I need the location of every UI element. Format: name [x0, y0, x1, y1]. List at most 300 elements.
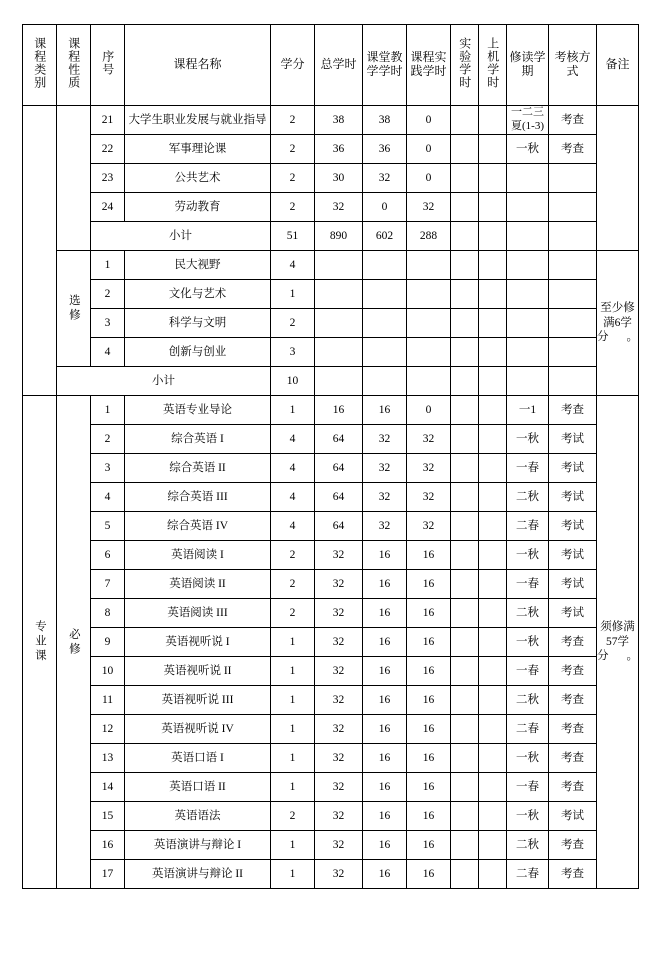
subtotal-credit: 51	[271, 222, 315, 251]
row-credit: 3	[271, 338, 315, 367]
row-computer-hours	[479, 773, 507, 802]
row-study-term: 二春	[507, 512, 549, 541]
header-experiment-hours	[451, 25, 479, 106]
row-no: 7	[91, 570, 125, 599]
row-lecture-hours: 16	[363, 396, 407, 425]
row-computer-hours	[479, 512, 507, 541]
category-cell-blank-1	[23, 106, 57, 396]
row-credit: 2	[271, 193, 315, 222]
row-experiment-hours	[451, 164, 479, 193]
row-total-hours: 32	[315, 744, 363, 773]
row-total-hours: 32	[315, 686, 363, 715]
remark-major: 须修满57学分。	[597, 396, 639, 889]
row-experiment-hours	[451, 425, 479, 454]
header-lecture-hours-label: 课堂教学学时	[366, 50, 403, 78]
row-study-term: 二秋	[507, 599, 549, 628]
table-row	[23, 193, 639, 222]
header-practice-hours	[407, 25, 451, 106]
row-credit: 1	[271, 396, 315, 425]
row-practice-hours: 16	[407, 831, 451, 860]
table-row	[23, 164, 639, 193]
row-computer-hours	[479, 251, 507, 280]
row-experiment-hours	[451, 106, 479, 135]
row-lecture-hours: 16	[363, 628, 407, 657]
table-row	[23, 483, 639, 512]
row-assessment	[549, 338, 597, 367]
row-computer-hours	[479, 599, 507, 628]
row-assessment: 考试	[549, 599, 597, 628]
row-experiment-hours	[451, 831, 479, 860]
row-credit: 4	[271, 512, 315, 541]
row-credit: 1	[271, 657, 315, 686]
row-computer-hours	[479, 802, 507, 831]
table-header	[23, 25, 639, 106]
header-remark-label: 备注	[605, 57, 630, 72]
row-lecture-hours: 32	[363, 164, 407, 193]
row-course-name: 综合英语 IV	[125, 512, 271, 541]
subtotal-study-term	[507, 367, 549, 396]
row-lecture-hours: 32	[363, 512, 407, 541]
row-no: 14	[91, 773, 125, 802]
table-row	[23, 338, 639, 367]
row-lecture-hours	[363, 338, 407, 367]
row-total-hours	[315, 338, 363, 367]
table-row	[23, 512, 639, 541]
row-course-name: 综合英语 III	[125, 483, 271, 512]
row-computer-hours	[479, 541, 507, 570]
table-row	[23, 802, 639, 831]
table-row	[23, 628, 639, 657]
row-computer-hours	[479, 106, 507, 135]
subtotal-computer-hours	[479, 222, 507, 251]
row-computer-hours	[479, 831, 507, 860]
header-credit-label: 学分	[280, 57, 305, 72]
row-practice-hours	[407, 338, 451, 367]
row-study-term: 二春	[507, 860, 549, 889]
row-study-term: 一秋	[507, 135, 549, 164]
row-experiment-hours	[451, 715, 479, 744]
category-cell-major	[23, 396, 57, 889]
row-assessment: 考查	[549, 135, 597, 164]
row-course-name: 民大视野	[125, 251, 271, 280]
row-practice-hours: 16	[407, 599, 451, 628]
row-assessment: 考查	[549, 396, 597, 425]
row-credit: 4	[271, 483, 315, 512]
subtotal-practice-hours: 288	[407, 222, 451, 251]
row-study-term: 一春	[507, 657, 549, 686]
row-no: 3	[91, 309, 125, 338]
row-total-hours	[315, 251, 363, 280]
row-no: 8	[91, 599, 125, 628]
row-lecture-hours	[363, 309, 407, 338]
row-total-hours: 64	[315, 425, 363, 454]
header-serial-number	[91, 25, 125, 106]
row-lecture-hours: 16	[363, 860, 407, 889]
row-no: 1	[91, 396, 125, 425]
row-assessment: 考查	[549, 831, 597, 860]
row-computer-hours	[479, 628, 507, 657]
row-practice-hours: 16	[407, 686, 451, 715]
subtotal-computer-hours	[479, 367, 507, 396]
row-course-name: 科学与文明	[125, 309, 271, 338]
header-computer-hours	[479, 25, 507, 106]
row-study-term: 一秋	[507, 744, 549, 773]
row-assessment: 考试	[549, 512, 597, 541]
row-assessment: 考查	[549, 686, 597, 715]
row-computer-hours	[479, 135, 507, 164]
row-experiment-hours	[451, 541, 479, 570]
row-experiment-hours	[451, 802, 479, 831]
table-row	[23, 744, 639, 773]
row-course-name: 军事理论课	[125, 135, 271, 164]
row-computer-hours	[479, 338, 507, 367]
subtotal-experiment-hours	[451, 367, 479, 396]
row-experiment-hours	[451, 744, 479, 773]
row-total-hours: 32	[315, 773, 363, 802]
row-practice-hours: 0	[407, 164, 451, 193]
row-credit: 2	[271, 164, 315, 193]
row-remark-blank-1	[597, 106, 639, 251]
row-assessment	[549, 251, 597, 280]
subtotal-lecture-hours	[363, 367, 407, 396]
row-assessment: 考查	[549, 628, 597, 657]
row-credit: 4	[271, 454, 315, 483]
table-row	[23, 541, 639, 570]
row-total-hours: 64	[315, 483, 363, 512]
row-experiment-hours	[451, 396, 479, 425]
row-no: 16	[91, 831, 125, 860]
row-lecture-hours: 16	[363, 831, 407, 860]
row-experiment-hours	[451, 657, 479, 686]
row-course-name: 大学生职业发展与就业指导	[125, 106, 271, 135]
row-assessment: 考查	[549, 773, 597, 802]
table-row	[23, 280, 639, 309]
row-experiment-hours	[451, 773, 479, 802]
nature-label-elective: 选修	[67, 294, 80, 323]
header-serial-number-label: 序号	[100, 50, 115, 76]
row-practice-hours: 32	[407, 454, 451, 483]
row-lecture-hours: 32	[363, 454, 407, 483]
row-lecture-hours: 0	[363, 193, 407, 222]
row-study-term: 一秋	[507, 628, 549, 657]
row-practice-hours: 16	[407, 628, 451, 657]
row-practice-hours: 16	[407, 773, 451, 802]
row-course-name: 英语阅读 III	[125, 599, 271, 628]
subtotal-total-hours	[315, 367, 363, 396]
row-study-term: 一秋	[507, 802, 549, 831]
row-assessment: 考试	[549, 483, 597, 512]
row-credit: 1	[271, 715, 315, 744]
subtotal-label: 小计	[91, 222, 271, 251]
row-practice-hours: 32	[407, 425, 451, 454]
row-no: 9	[91, 628, 125, 657]
row-total-hours: 32	[315, 802, 363, 831]
row-computer-hours	[479, 686, 507, 715]
subtotal-total-hours: 890	[315, 222, 363, 251]
row-assessment: 考试	[549, 454, 597, 483]
row-practice-hours: 32	[407, 512, 451, 541]
row-study-term	[507, 280, 549, 309]
row-credit: 2	[271, 599, 315, 628]
header-course-nature	[57, 25, 91, 106]
row-total-hours	[315, 280, 363, 309]
row-practice-hours: 32	[407, 193, 451, 222]
header-assessment	[549, 25, 597, 106]
row-course-name: 英语演讲与辩论 I	[125, 831, 271, 860]
row-no: 6	[91, 541, 125, 570]
row-total-hours: 32	[315, 599, 363, 628]
table-row	[23, 570, 639, 599]
row-lecture-hours: 16	[363, 541, 407, 570]
row-credit: 2	[271, 309, 315, 338]
row-lecture-hours: 16	[363, 802, 407, 831]
subtotal-assessment	[549, 222, 597, 251]
row-assessment: 考查	[549, 106, 597, 135]
row-experiment-hours	[451, 599, 479, 628]
table-body	[23, 106, 639, 889]
row-study-term: 二春	[507, 715, 549, 744]
header-experiment-hours-label: 实验学时	[457, 37, 472, 89]
row-total-hours: 32	[315, 570, 363, 599]
row-study-term: 一春	[507, 773, 549, 802]
row-study-term	[507, 309, 549, 338]
row-total-hours: 32	[315, 541, 363, 570]
row-no: 13	[91, 744, 125, 773]
row-experiment-hours	[451, 338, 479, 367]
row-assessment: 考试	[549, 570, 597, 599]
table-row	[23, 396, 639, 425]
row-credit: 1	[271, 744, 315, 773]
row-computer-hours	[479, 570, 507, 599]
row-no: 11	[91, 686, 125, 715]
table-row	[23, 860, 639, 889]
row-total-hours: 36	[315, 135, 363, 164]
row-lecture-hours: 36	[363, 135, 407, 164]
table-row	[23, 599, 639, 628]
subtotal-credit: 10	[271, 367, 315, 396]
row-total-hours: 64	[315, 454, 363, 483]
subtotal-label: 小计	[57, 367, 271, 396]
row-study-term: 二秋	[507, 831, 549, 860]
nature-cell-blank-1	[57, 106, 91, 251]
row-computer-hours	[479, 309, 507, 338]
table-row	[23, 686, 639, 715]
row-no: 15	[91, 802, 125, 831]
row-credit: 2	[271, 106, 315, 135]
row-credit: 1	[271, 280, 315, 309]
row-credit: 1	[271, 773, 315, 802]
row-credit: 1	[271, 860, 315, 889]
table-row	[23, 106, 639, 135]
curriculum-table	[22, 24, 639, 889]
row-no: 10	[91, 657, 125, 686]
row-practice-hours: 16	[407, 541, 451, 570]
row-lecture-hours: 16	[363, 657, 407, 686]
row-course-name: 英语口语 I	[125, 744, 271, 773]
row-study-term: 二秋	[507, 483, 549, 512]
row-credit: 1	[271, 831, 315, 860]
row-assessment	[549, 164, 597, 193]
row-lecture-hours: 32	[363, 483, 407, 512]
row-practice-hours: 0	[407, 106, 451, 135]
row-assessment: 考试	[549, 425, 597, 454]
table-row	[23, 715, 639, 744]
row-total-hours: 64	[315, 512, 363, 541]
row-course-name: 英语口语 II	[125, 773, 271, 802]
row-course-name: 英语视听说 II	[125, 657, 271, 686]
row-computer-hours	[479, 425, 507, 454]
row-lecture-hours: 16	[363, 744, 407, 773]
row-study-term: 一二三夏(1-3)	[507, 106, 549, 135]
category-label-major: 专业课	[33, 620, 46, 664]
row-total-hours: 32	[315, 860, 363, 889]
row-computer-hours	[479, 860, 507, 889]
header-course-category-label: 课程类别	[32, 37, 47, 89]
row-no: 4	[91, 483, 125, 512]
row-total-hours: 32	[315, 715, 363, 744]
row-assessment: 考试	[549, 802, 597, 831]
row-lecture-hours: 16	[363, 686, 407, 715]
row-practice-hours: 0	[407, 396, 451, 425]
row-assessment	[549, 193, 597, 222]
nature-cell-elective	[57, 251, 91, 367]
row-total-hours: 32	[315, 657, 363, 686]
table-row	[23, 454, 639, 483]
header-course-nature-label: 课程性质	[66, 37, 81, 89]
row-practice-hours: 16	[407, 715, 451, 744]
row-assessment: 考查	[549, 657, 597, 686]
row-practice-hours: 16	[407, 570, 451, 599]
row-practice-hours: 16	[407, 802, 451, 831]
row-credit: 4	[271, 251, 315, 280]
subtotal-assessment	[549, 367, 597, 396]
row-study-term	[507, 193, 549, 222]
header-study-term	[507, 25, 549, 106]
row-no: 5	[91, 512, 125, 541]
row-study-term: 一春	[507, 454, 549, 483]
row-assessment: 考查	[549, 715, 597, 744]
header-total-hours-label: 总学时	[320, 57, 357, 72]
header-lecture-hours	[363, 25, 407, 106]
row-experiment-hours	[451, 628, 479, 657]
row-total-hours	[315, 309, 363, 338]
row-total-hours: 38	[315, 106, 363, 135]
row-credit: 1	[271, 628, 315, 657]
row-experiment-hours	[451, 686, 479, 715]
row-course-name: 文化与艺术	[125, 280, 271, 309]
subtotal-experiment-hours	[451, 222, 479, 251]
row-credit: 2	[271, 802, 315, 831]
row-practice-hours	[407, 309, 451, 338]
row-assessment: 考查	[549, 860, 597, 889]
row-course-name: 劳动教育	[125, 193, 271, 222]
header-course-name	[125, 25, 271, 106]
row-study-term: 一秋	[507, 541, 549, 570]
row-experiment-hours	[451, 512, 479, 541]
row-experiment-hours	[451, 454, 479, 483]
row-lecture-hours: 16	[363, 599, 407, 628]
table-subtotal-row	[23, 222, 639, 251]
row-credit: 2	[271, 135, 315, 164]
header-assessment-label: 考核方式	[554, 50, 591, 78]
row-practice-hours: 32	[407, 483, 451, 512]
row-course-name: 综合英语 II	[125, 454, 271, 483]
row-no: 4	[91, 338, 125, 367]
row-no: 24	[91, 193, 125, 222]
table-row	[23, 773, 639, 802]
row-course-name: 英语语法	[125, 802, 271, 831]
row-study-term	[507, 338, 549, 367]
row-computer-hours	[479, 454, 507, 483]
row-experiment-hours	[451, 135, 479, 164]
row-experiment-hours	[451, 483, 479, 512]
subtotal-study-term	[507, 222, 549, 251]
row-lecture-hours: 32	[363, 425, 407, 454]
row-course-name: 公共艺术	[125, 164, 271, 193]
row-practice-hours	[407, 251, 451, 280]
row-assessment: 考查	[549, 744, 597, 773]
row-computer-hours	[479, 483, 507, 512]
row-total-hours: 32	[315, 193, 363, 222]
row-lecture-hours	[363, 251, 407, 280]
row-experiment-hours	[451, 309, 479, 338]
nature-cell-required	[57, 396, 91, 889]
row-credit: 2	[271, 541, 315, 570]
row-experiment-hours	[451, 860, 479, 889]
row-credit: 2	[271, 570, 315, 599]
row-computer-hours	[479, 396, 507, 425]
row-experiment-hours	[451, 251, 479, 280]
row-lecture-hours: 38	[363, 106, 407, 135]
row-practice-hours: 16	[407, 860, 451, 889]
row-study-term: 一秋	[507, 425, 549, 454]
row-assessment: 考试	[549, 541, 597, 570]
remark-elective: 至少修满6学分。	[597, 251, 639, 396]
header-credit	[271, 25, 315, 106]
row-experiment-hours	[451, 193, 479, 222]
row-practice-hours	[407, 280, 451, 309]
row-study-term: 一春	[507, 570, 549, 599]
row-practice-hours: 16	[407, 744, 451, 773]
row-credit: 1	[271, 686, 315, 715]
row-study-term: 二秋	[507, 686, 549, 715]
row-lecture-hours	[363, 280, 407, 309]
row-no: 3	[91, 454, 125, 483]
table-row	[23, 425, 639, 454]
header-study-term-label: 修读学期	[509, 50, 546, 78]
row-no: 12	[91, 715, 125, 744]
row-no: 21	[91, 106, 125, 135]
row-experiment-hours	[451, 280, 479, 309]
row-no: 17	[91, 860, 125, 889]
subtotal-practice-hours	[407, 367, 451, 396]
row-total-hours: 32	[315, 831, 363, 860]
row-computer-hours	[479, 744, 507, 773]
row-study-term	[507, 164, 549, 193]
row-computer-hours	[479, 280, 507, 309]
row-computer-hours	[479, 657, 507, 686]
row-practice-hours: 16	[407, 657, 451, 686]
header-course-name-label: 课程名称	[173, 57, 222, 72]
row-course-name: 英语专业导论	[125, 396, 271, 425]
row-study-term: 一1	[507, 396, 549, 425]
row-computer-hours	[479, 193, 507, 222]
row-assessment	[549, 309, 597, 338]
row-study-term	[507, 251, 549, 280]
row-course-name: 英语阅读 I	[125, 541, 271, 570]
table-row	[23, 309, 639, 338]
row-no: 1	[91, 251, 125, 280]
